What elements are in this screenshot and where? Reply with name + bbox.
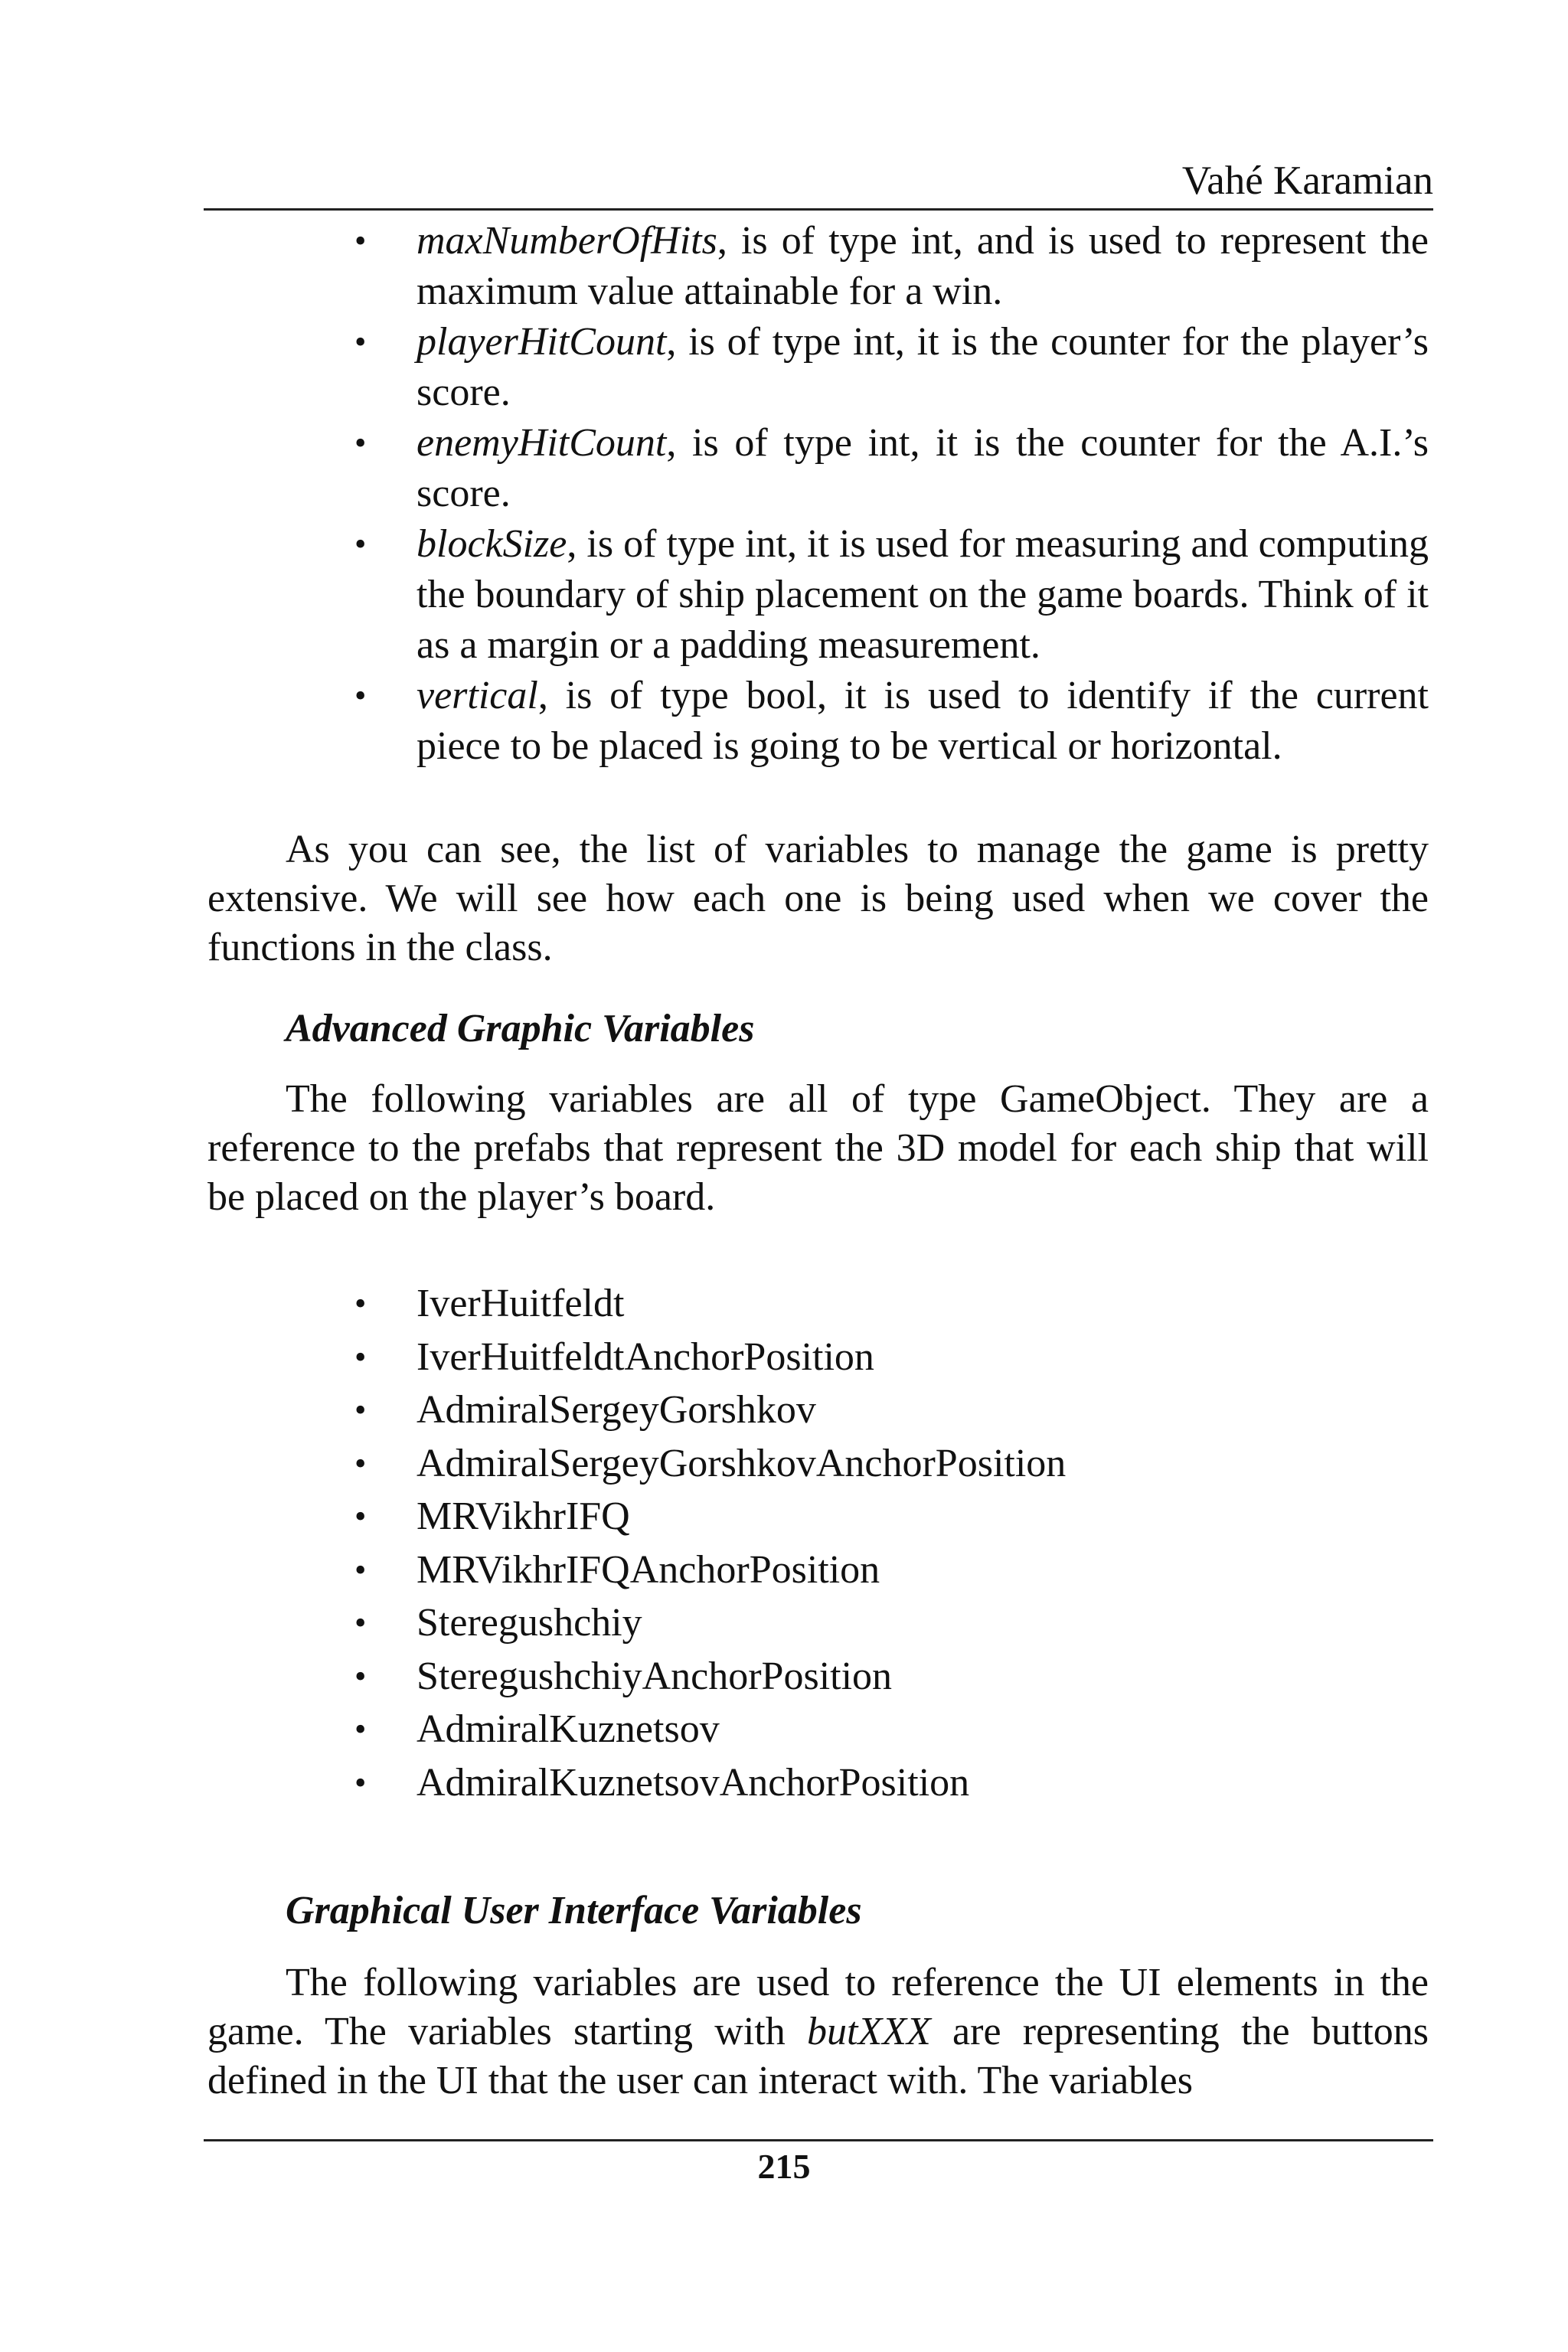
- list-item: [0, 317, 1568, 418]
- ship-name: AdmiralSergeyGorshkov: [416, 1388, 816, 1432]
- body-paragraph: The following variables are all of type GameObject. They are a reference to the prefabs that represent the 3D model for each ship that will be placed on the player’s board.: [207, 1077, 1429, 1219]
- bullet-icon: •: [354, 424, 367, 462]
- bullet-icon: •: [354, 525, 367, 563]
- ships-bullet-list: [0, 1277, 1568, 1809]
- list-item: [0, 418, 1568, 519]
- list-item: [0, 1650, 1568, 1704]
- bullet-icon: •: [354, 1710, 367, 1748]
- variable-name: enemyHitCount: [416, 421, 667, 465]
- variable-description: , is of type int, it is the counter for the A.I.’s score.: [416, 421, 1429, 515]
- list-item: [0, 1756, 1568, 1810]
- list-item: [0, 1277, 1568, 1331]
- page-number: 215: [757, 2147, 811, 2186]
- list-item: [0, 671, 1568, 772]
- variable-description: , is of type bool, it is used to identify if the current piece to be placed is going to be vertical or horizontal.: [416, 674, 1429, 768]
- ship-name: AdmiralKuznetsov: [416, 1707, 720, 1751]
- variable-description: , is of type int, and is used to represent the maximum value attainable for a win.: [416, 219, 1429, 313]
- bullet-icon: •: [354, 1657, 367, 1695]
- variable-description: , is of type int, it is used for measuring and computing the boundary of ship placement on the game boards. Think of it as a margin or a padding measurement.: [416, 522, 1429, 667]
- section-heading-gui-variables: Graphical User Interface Variables: [286, 1889, 862, 1932]
- list-item: [0, 1383, 1568, 1437]
- ship-name: MRVikhrIFQAnchorPosition: [416, 1547, 880, 1592]
- bullet-icon: •: [354, 1285, 367, 1322]
- footer-rule: [204, 2139, 1433, 2141]
- list-item: [0, 1331, 1568, 1384]
- variable-name: blockSize: [416, 522, 567, 566]
- bullet-icon: •: [354, 323, 367, 361]
- section-heading-advanced-graphic-variables: Advanced Graphic Variables: [286, 1007, 755, 1050]
- code-term: butXXX: [807, 2010, 931, 2053]
- variables-bullet-list: [0, 216, 1568, 772]
- list-item: [0, 216, 1568, 317]
- ship-name: SteregushchiyAnchorPosition: [416, 1654, 893, 1698]
- bullet-icon: •: [354, 1391, 367, 1429]
- ship-name: Steregushchiy: [416, 1601, 642, 1645]
- bullet-icon: •: [354, 1444, 367, 1482]
- bullet-icon: •: [354, 1550, 367, 1589]
- bullet-icon: •: [354, 1498, 367, 1535]
- ship-name: IverHuitfeldtAnchorPosition: [416, 1334, 874, 1379]
- body-paragraph: The following variables are used to reference the UI elements in the game. The variables starting with butXXX are representing the buttons defined in the UI that the user can interact with. The variables: [207, 1961, 1429, 2102]
- ship-name: AdmiralSergeyGorshkovAnchorPosition: [416, 1441, 1067, 1485]
- list-item: [0, 1544, 1568, 1597]
- ship-name: AdmiralKuznetsovAnchorPosition: [416, 1760, 970, 1805]
- running-header-author: Vahé Karamian: [1181, 158, 1433, 203]
- bullet-icon: •: [354, 222, 367, 260]
- bullet-icon: •: [354, 1763, 367, 1802]
- list-item: [0, 1596, 1568, 1650]
- variable-description: , is of type int, it is the counter for the player’s score.: [416, 320, 1429, 414]
- list-item: [0, 1490, 1568, 1544]
- bullet-icon: •: [354, 1604, 367, 1642]
- variable-name: maxNumberOfHits: [416, 219, 717, 263]
- body-paragraph: As you can see, the list of variables to manage the game is pretty extensive. We will see how each one is being used when we cover the functions in the class.: [207, 828, 1429, 969]
- variable-name: playerHitCount: [416, 320, 667, 364]
- variable-name: vertical: [416, 674, 538, 717]
- list-item: [0, 519, 1568, 671]
- bullet-icon: •: [354, 1338, 367, 1376]
- bullet-icon: •: [354, 677, 367, 714]
- ship-name: IverHuitfeldt: [416, 1282, 625, 1325]
- list-item: [0, 1437, 1568, 1491]
- ship-name: MRVikhrIFQ: [416, 1494, 630, 1538]
- list-item: [0, 1703, 1568, 1756]
- header-rule: [204, 208, 1433, 211]
